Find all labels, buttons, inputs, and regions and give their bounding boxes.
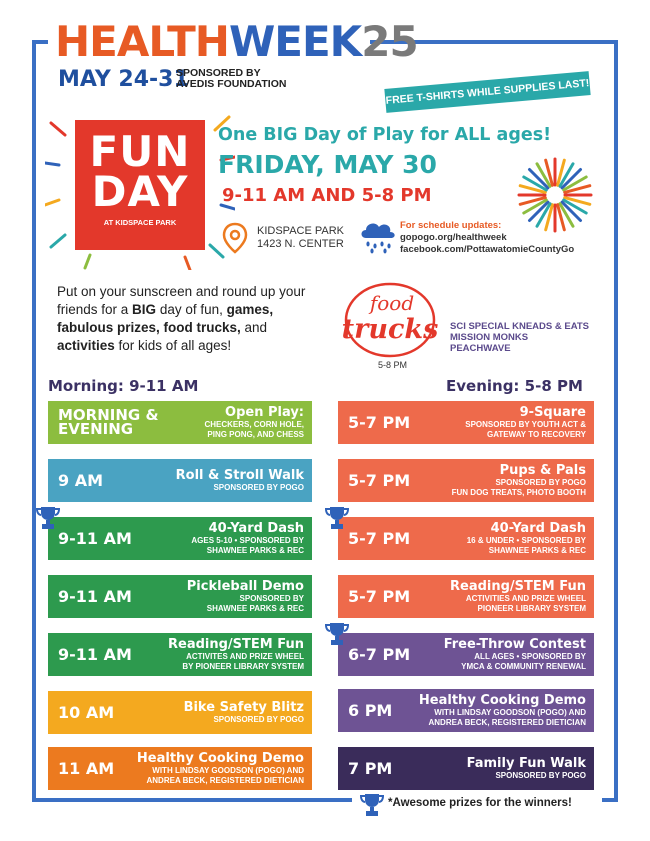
health-week-title xyxy=(55,17,418,66)
event-details xyxy=(444,637,586,671)
event-details xyxy=(184,700,304,725)
event-subtitle: PIONEER LIBRARY SYSTEM xyxy=(477,603,586,613)
logo-subtitle: AT KIDSPACE PARK xyxy=(103,218,177,227)
event-title: Healthy Cooking Demo xyxy=(418,693,586,708)
event-details xyxy=(204,405,304,439)
intro-paragraph: Put on your sunscreen and round up your friends for a BIG day of fun, games, fabulous prizes, food trucks, and activities for kids of all ages! xyxy=(57,284,306,353)
event-subtitle: SHAWNEE PARKS & REC xyxy=(206,603,304,613)
event-time: 9-11 AM xyxy=(58,645,132,664)
event-time: 5-7 PM xyxy=(348,587,411,606)
event-morning-open-play xyxy=(48,401,312,444)
event-title: Pickleball Demo xyxy=(186,579,304,594)
schedule-updates xyxy=(400,220,574,256)
event-subtitle: SHAWNEE PARKS & REC xyxy=(206,545,304,555)
event-title: Family Fun Walk xyxy=(466,756,586,771)
vendor-item: SCI SPECIAL KNEADS & EATS xyxy=(450,321,590,332)
event-time: 6 PM xyxy=(348,701,393,720)
event-hours: 9-11 AM AND 5-8 PM xyxy=(222,185,432,206)
event-morning-bike-safety xyxy=(48,691,312,734)
evening-heading: Evening: 5-8 PM xyxy=(446,377,583,395)
event-details xyxy=(419,693,586,727)
event-subtitle: WITH LINDSAY GOODSON (POGO) AND xyxy=(434,708,586,717)
event-subtitle: GATEWAY TO RECOVERY xyxy=(487,429,586,439)
food-vendors xyxy=(450,321,589,354)
event-details xyxy=(467,756,586,781)
event-location xyxy=(257,225,344,251)
event-title: Healthy Cooking Demo xyxy=(136,751,304,766)
prizes-footnote: *Awesome prizes for the winners! xyxy=(388,797,572,809)
updates-heading: For schedule updates: xyxy=(400,220,502,231)
morning-heading: Morning: 9-11 AM xyxy=(48,377,199,395)
event-subtitle: AGES 5-10 • SPONSORED BY xyxy=(191,536,304,545)
event-time: 9-11 AM xyxy=(58,529,132,548)
main-sponsor xyxy=(176,68,286,90)
event-subtitle: PING PONG, AND CHESS xyxy=(207,429,304,439)
event-time: 5-7 PM xyxy=(348,471,411,490)
event-title: Reading/STEM Fun xyxy=(450,579,586,594)
event-subtitle: ANDREA BECK, REGISTERED DIETICIAN xyxy=(428,717,586,727)
event-details xyxy=(452,463,586,497)
event-time: MORNING & EVENING xyxy=(58,406,159,438)
event-subtitle: SHAWNEE PARKS & REC xyxy=(488,545,586,555)
event-evening-40-yard-dash xyxy=(338,517,594,560)
event-subtitle: SPONSORED BY POGO xyxy=(213,483,304,492)
event-subtitle: ANDREA BECK, REGISTERED DIETICIAN xyxy=(146,775,304,785)
fun-day-logo xyxy=(75,120,205,250)
event-title: 9-Square xyxy=(519,405,586,420)
day-word: DAY xyxy=(91,167,189,216)
event-title: Roll & Stroll Walk xyxy=(175,468,304,483)
event-subtitle: FUN DOG TREATS, PHOTO BOOTH xyxy=(451,487,586,497)
event-details xyxy=(450,579,586,613)
event-time: 5-7 PM xyxy=(348,529,411,548)
event-time: 10 AM xyxy=(58,703,115,722)
trucks-word: trucks xyxy=(341,314,439,345)
sponsor-label: SPONSORED BY xyxy=(176,67,261,79)
event-subtitle: BY PIONEER LIBRARY SYSTEM xyxy=(182,661,304,671)
trophy-icon xyxy=(325,505,349,531)
event-title: Open Play: xyxy=(225,405,304,420)
event-tagline: One BIG Day of Play for ALL ages! xyxy=(218,125,552,145)
title-health: HEALTH xyxy=(55,17,229,66)
event-subtitle: ALL AGES • SPONSORED BY xyxy=(474,652,586,661)
trophy-icon xyxy=(36,505,60,531)
event-evening-reading-stem xyxy=(338,575,594,618)
event-subtitle: SPONSORED BY POGO xyxy=(495,478,586,487)
event-subtitle: WITH LINDSAY GOODSON (POGO) AND xyxy=(152,766,304,775)
event-title: 40-Yard Dash xyxy=(208,521,304,536)
fun-word: FUN xyxy=(89,127,191,176)
event-title: Pups & Pals xyxy=(499,463,586,478)
food-word: food xyxy=(369,291,415,315)
title-year: 25 xyxy=(361,17,418,66)
event-morning-cooking-demo xyxy=(48,747,312,790)
week-dates: MAY 24-31 xyxy=(58,67,189,92)
vendor-item: PEACHWAVE xyxy=(450,343,511,354)
event-subtitle: 16 & UNDER • SPONSORED BY xyxy=(466,536,586,545)
event-morning-roll-stroll xyxy=(48,459,312,502)
trophy-icon xyxy=(360,792,384,818)
event-time: 11 AM xyxy=(58,759,115,778)
food-trucks-logo xyxy=(338,278,448,358)
event-morning-reading-stem xyxy=(48,633,312,676)
event-time: 6-7 PM xyxy=(348,645,411,664)
event-title: Free-Throw Contest xyxy=(443,637,586,652)
event-details xyxy=(168,637,304,671)
event-subtitle: SPONSORED BY POGO xyxy=(495,771,586,780)
location-address: 1423 N. CENTER xyxy=(257,238,344,250)
free-tshirt-ribbon: FREE T-SHIRTS WHILE SUPPLIES LAST! xyxy=(384,71,590,113)
event-details xyxy=(465,405,586,439)
event-subtitle: YMCA & COMMUNITY RENEWAL xyxy=(461,661,586,671)
event-subtitle: ACTIVITIES AND PRIZE WHEEL xyxy=(465,594,586,603)
event-subtitle: SPONSORED BY xyxy=(239,594,304,603)
updates-facebook[interactable]: facebook.com/PottawatomieCountyGo xyxy=(400,244,575,255)
event-day: FRIDAY, MAY 30 xyxy=(218,150,437,179)
event-evening-cooking-demo xyxy=(338,689,594,732)
event-details xyxy=(187,579,304,613)
event-evening-9-square xyxy=(338,401,594,444)
event-title: 40-Yard Dash xyxy=(490,521,586,536)
event-subtitle: SPONSORED BY POGO xyxy=(213,715,304,724)
event-details xyxy=(467,521,586,555)
event-details xyxy=(176,468,304,493)
event-evening-family-walk xyxy=(338,747,594,790)
event-morning-pickleball xyxy=(48,575,312,618)
title-week: WEEK xyxy=(228,17,362,66)
event-title: Reading/STEM Fun xyxy=(168,637,304,652)
event-title: Bike Safety Blitz xyxy=(183,700,304,715)
event-morning-40-yard-dash xyxy=(48,517,312,560)
event-details xyxy=(191,521,304,555)
event-subtitle: CHECKERS, CORN HOLE, xyxy=(204,420,304,429)
food-trucks-time: 5-8 PM xyxy=(378,360,408,370)
event-time: 9-11 AM xyxy=(58,587,132,606)
location-name: KIDSPACE PARK xyxy=(257,225,345,237)
rain-cloud-icon xyxy=(358,218,398,254)
event-evening-free-throw xyxy=(338,633,594,676)
event-time: 7 PM xyxy=(348,759,393,778)
updates-website[interactable]: gopogo.org/healthweek xyxy=(400,232,507,243)
trophy-icon xyxy=(325,621,349,647)
location-pin-icon xyxy=(222,222,248,254)
event-time: 5-7 PM xyxy=(348,413,411,432)
event-details xyxy=(137,751,304,785)
vendor-item: MISSION MONKS xyxy=(450,332,529,343)
event-subtitle: SPONSORED BY YOUTH ACT & xyxy=(465,420,586,429)
event-evening-pups-pals xyxy=(338,459,594,502)
event-subtitle: ACTIVITES AND PRIZE WHEEL xyxy=(186,652,304,661)
sponsor-name: AVEDIS FOUNDATION xyxy=(176,78,287,90)
event-time: 9 AM xyxy=(58,471,104,490)
